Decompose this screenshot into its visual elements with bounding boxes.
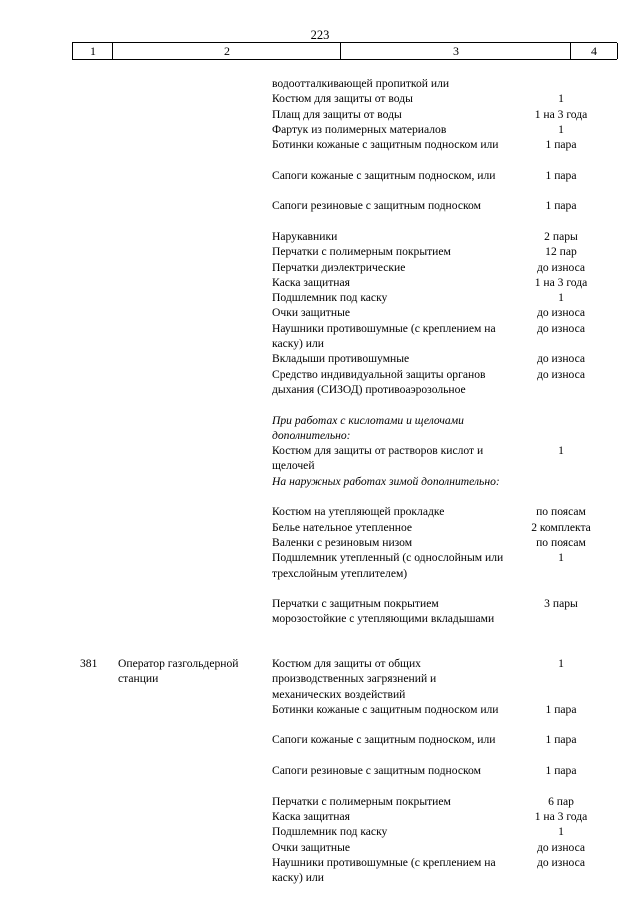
item-text: Наушники противошумные (с креплением на каску) или (272, 855, 496, 885)
norm-text: 1 на 3 года (534, 809, 588, 823)
item-text: Ботинки кожаные с защитным подноском или (272, 702, 499, 716)
table-row (0, 244, 640, 259)
norm-text: 1 на 3 года (534, 107, 588, 121)
norm-text: 1 пара (545, 168, 577, 182)
norm-text: до износа (536, 855, 586, 869)
table-row (0, 824, 640, 839)
norm-text: 1 пара (545, 702, 577, 716)
table-row (0, 198, 640, 229)
norm-text: 1 пара (545, 138, 577, 152)
table-row (0, 137, 640, 168)
norm-text: до износа (536, 260, 586, 274)
entry-number: 381 (80, 657, 98, 670)
norm-text: до износа (536, 367, 586, 381)
item-text: Подшлемник под каску (272, 291, 388, 305)
norm-text: 1 пара (545, 764, 577, 778)
norm-text: 6 пар (548, 794, 574, 808)
table-row (0, 275, 640, 290)
norm-text: 1 (558, 291, 564, 305)
norm-text: 1 пара (545, 199, 577, 213)
item-text: Перчатки диэлектрические (272, 260, 406, 274)
table-row (0, 794, 640, 809)
table-row (0, 596, 640, 642)
item-text: Подшлемник под каску (272, 825, 388, 839)
norm-text: 1 на 3 года (534, 275, 588, 289)
table-row (0, 520, 640, 535)
item-text: водоотталкивающей пропиткой или (272, 77, 450, 90)
item-text: Средство индивидуальной защиты органов дыхания (СИЗОД) противоаэрозольное (272, 367, 486, 396)
page-number: 223 (310, 28, 330, 42)
norm-text: 1 (558, 825, 564, 839)
item-text: Ботинки кожаные с защитным подноском или (272, 138, 499, 152)
norm-text: 12 пар (545, 245, 577, 259)
norm-text: 3 пары (544, 597, 578, 611)
section-subheading (0, 474, 640, 505)
item-text: Очки защитные (272, 840, 351, 854)
norm-text: до износа (536, 321, 586, 335)
table-row (0, 168, 640, 199)
norm-text: 1 пара (545, 733, 577, 747)
item-text: Нарукавники (272, 229, 338, 243)
item-text: Каска защитная (272, 275, 350, 289)
entry-381 (0, 656, 640, 885)
norm-text: 1 (558, 657, 564, 670)
item-text: Вкладыши противошумные (272, 352, 410, 366)
profession-name: Оператор газгольдерной станции (118, 657, 239, 686)
norm-text: до износа (536, 352, 586, 366)
item-text: Сапоги резиновые с защитным подноском (272, 199, 481, 213)
table-row (0, 351, 640, 366)
norm-text: до износа (536, 306, 586, 320)
item-text: Костюм для защиты от воды (272, 92, 413, 106)
header-col-2: 2 (112, 43, 341, 59)
item-text: Перчатки с защитным покрытием морозостойкие с утепляющими вкладышами (272, 597, 495, 626)
item-text: Перчатки с полимерным покрытием (272, 794, 451, 808)
norm-text: 2 комплекта (531, 520, 591, 534)
item-text: Каска защитная (272, 809, 350, 823)
table-row (0, 107, 640, 122)
item-text: Сапоги кожаные с защитным подноском, или (272, 168, 496, 182)
norm-text: по поясам (536, 535, 586, 549)
norm-text: по поясам (536, 505, 586, 519)
table-row (0, 91, 640, 106)
item-text: Сапоги резиновые с защитным подноском (272, 764, 481, 778)
section-subheading (0, 413, 640, 444)
norm-text: 2 пары (544, 229, 578, 243)
item-text: Наушники противошумные (с креплением на каску) или (272, 321, 496, 351)
header-col-1: 1 (72, 43, 113, 59)
table-row (0, 76, 640, 91)
table-row (0, 290, 640, 305)
table-row (0, 732, 640, 763)
item-text: Плащ для защиты от воды (272, 107, 402, 121)
table-row (0, 122, 640, 137)
item-text: Валенки с резиновым низом (272, 535, 413, 549)
item-text: Белье нательное утепленное (272, 520, 413, 534)
table-row (0, 305, 640, 320)
subheading-text: При работах с кислотами и щелочами дополнительно: (272, 413, 464, 442)
item-text: Фартук из полимерных материалов (272, 122, 447, 136)
table-row (0, 229, 640, 244)
table-row (0, 702, 640, 733)
norm-text: 1 (558, 122, 564, 136)
norm-text: 1 (558, 551, 564, 565)
item-text: Сапоги кожаные с защитным подноском, или (272, 733, 496, 747)
table-row (0, 443, 640, 474)
table-row (0, 504, 640, 519)
table-row (0, 260, 640, 275)
table-row (0, 809, 640, 824)
table-row (0, 321, 640, 352)
table-row (0, 840, 640, 855)
header-col-4: 4 (570, 43, 618, 59)
norm-text: 1 (558, 444, 564, 458)
item-text: Подшлемник утепленный (с однослойным или трехслойным утеплителем) (272, 551, 504, 580)
subheading-text: На наружных работах зимой дополнительно: (272, 474, 500, 488)
table-header (72, 42, 617, 60)
table-row (0, 656, 640, 702)
item-text: Очки защитные (272, 306, 351, 320)
item-text: Костюм для защиты от растворов кислот и щелочей (272, 444, 484, 473)
table-row (0, 367, 640, 413)
table-row (0, 763, 640, 794)
item-text: Перчатки с полимерным покрытием (272, 245, 451, 259)
table-row (0, 550, 640, 596)
continuation-block (0, 76, 640, 642)
norm-text: до износа (536, 840, 586, 854)
item-text: Костюм для защиты от общих производственных загрязнений и механических воздействий (272, 657, 437, 701)
item-text: Костюм на утепляющей прокладке (272, 505, 445, 519)
table-row (0, 535, 640, 550)
table-row (0, 855, 640, 886)
norm-text: 1 (558, 92, 564, 106)
header-col-3: 3 (340, 43, 571, 59)
